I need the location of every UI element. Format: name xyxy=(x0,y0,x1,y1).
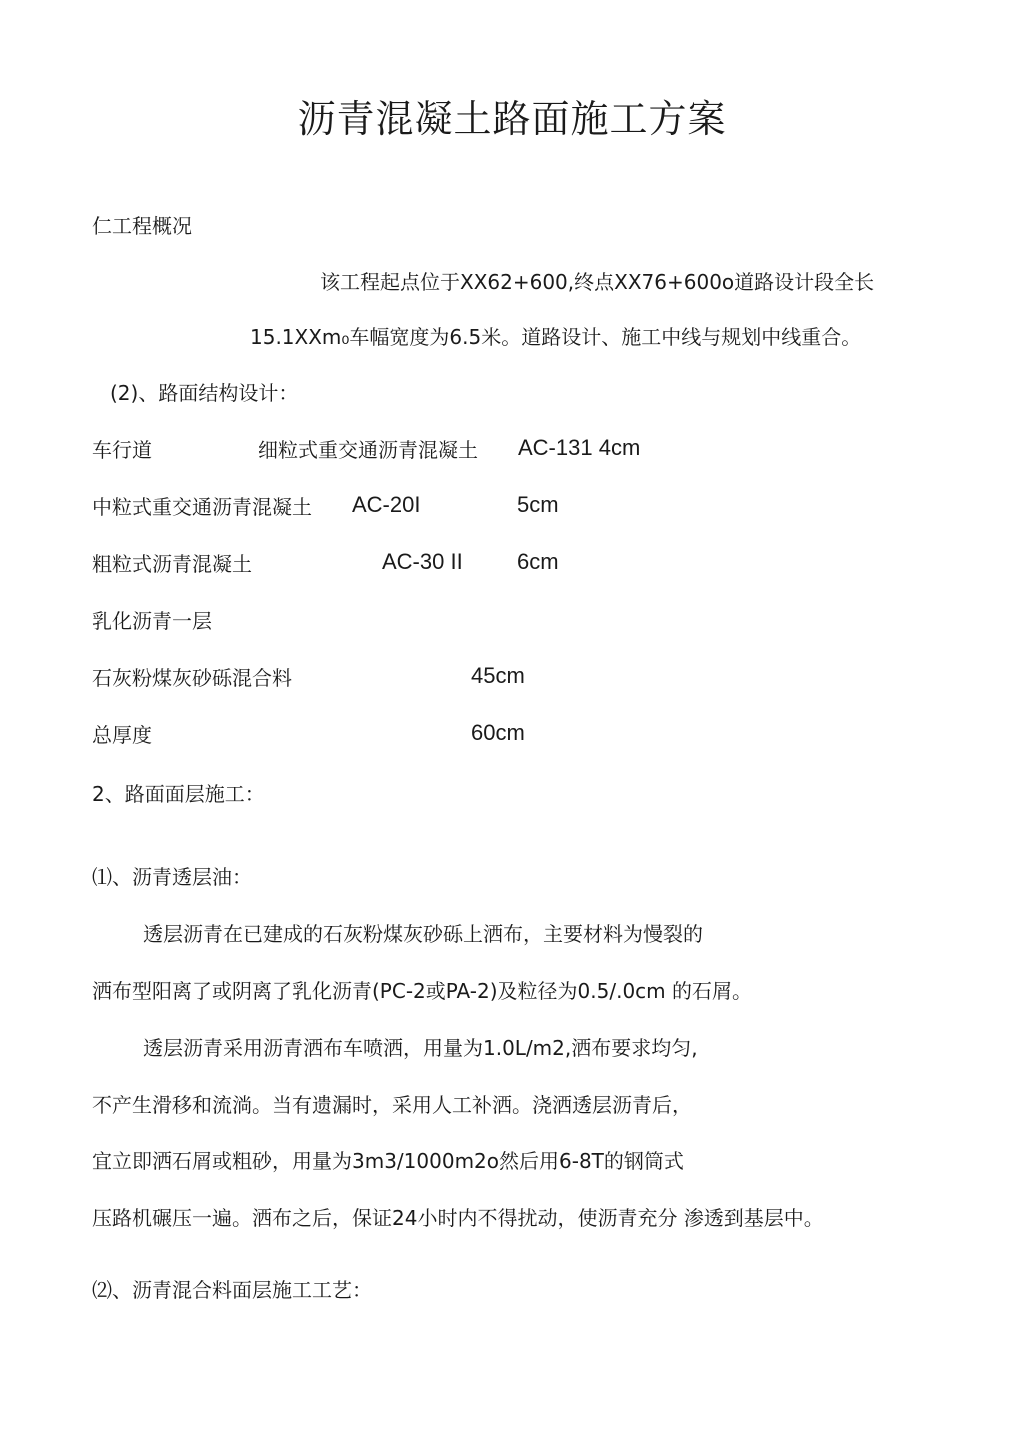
overview-paragraph-line-2: 15.1XXm₀车幅宽度为6.5米。道路设计、施工中线与规划中线重合。 xyxy=(250,325,862,349)
prime-coat-paragraph-line-1: 透层沥青在已建成的石灰粉煤灰砂砾上洒布，主要材料为慢裂的 xyxy=(143,922,703,946)
overview-paragraph-line-1: 该工程起点位于XX62+600,终点XX76+600o道路设计段全长 xyxy=(320,270,875,294)
structure-row-1-label: 车行道 xyxy=(92,438,152,462)
prime-coat-paragraph-line-6: 压路机碾压一遍。洒布之后，保证24小时内不得扰动，使沥青充分 渗透到基层中。 xyxy=(92,1206,824,1230)
section-heading-surface-construction: 2、路面面层施工： xyxy=(92,782,265,806)
structure-row-2-thickness: 5cm xyxy=(517,492,559,517)
structure-row-5-thickness: 45cm xyxy=(471,663,525,688)
subsection-heading-prime-coat: ⑴、沥青透层油： xyxy=(92,865,252,889)
prime-coat-paragraph-line-5: 宜立即洒石屑或粗砂，用量为3m3/1000m2o然后用6-8T的钢筒式 xyxy=(92,1149,684,1173)
structure-row-4-material: 乳化沥青一层 xyxy=(92,609,212,633)
document-title: 沥青混凝土路面施工方案 xyxy=(297,97,727,141)
prime-coat-paragraph-line-4: 不产生滑移和流淌。当有遗漏时，采用人工补洒。浇洒透层沥青后， xyxy=(92,1093,692,1117)
section-heading-overview: 仁工程概况 xyxy=(92,214,192,238)
subsection-heading-mix-process: ⑵、沥青混合料面层施工工艺： xyxy=(92,1278,372,1302)
structure-row-6-thickness: 60cm xyxy=(471,720,525,745)
section-heading-structure: (2)、路面结构设计： xyxy=(110,381,299,405)
structure-row-2-grade: AC-20I xyxy=(352,492,421,517)
prime-coat-paragraph-line-3: 透层沥青采用沥青洒布车喷洒，用量为1.0L/m2,洒布要求均匀, xyxy=(143,1036,698,1060)
structure-row-3-material: 粗粒式沥青混凝土 xyxy=(92,552,252,576)
structure-row-3-thickness: 6cm xyxy=(517,549,559,574)
structure-row-5-material: 石灰粉煤灰砂砾混合料 xyxy=(92,666,292,690)
structure-row-1-spec: AC-131 4cm xyxy=(518,435,641,460)
structure-row-2-material: 中粒式重交通沥青混凝土 xyxy=(92,495,312,519)
structure-row-1-material: 细粒式重交通沥青混凝土 xyxy=(258,438,478,462)
structure-row-6-label: 总厚度 xyxy=(92,723,152,747)
prime-coat-paragraph-line-2: 洒布型阳离了或阴离了乳化沥青(PC-2或PA-2)及粒径为0.5/.0cm 的石屑。 xyxy=(92,979,752,1003)
structure-row-3-grade: AC-30 II xyxy=(382,549,463,574)
